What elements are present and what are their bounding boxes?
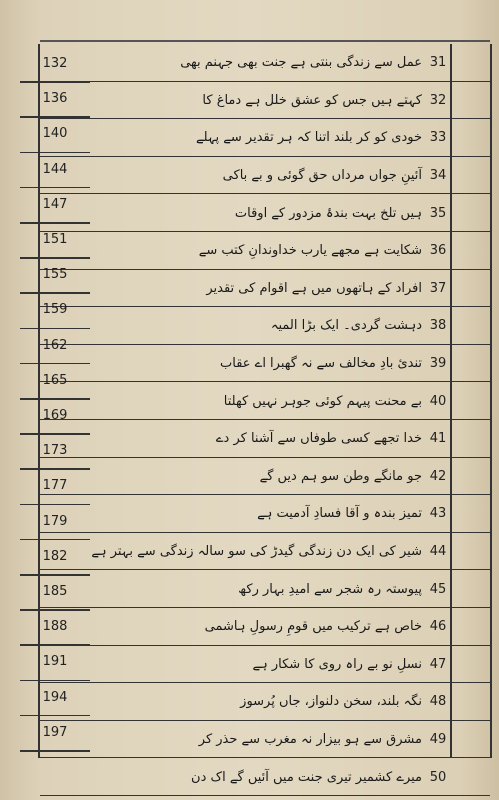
chapter-title: نگہ بلند، سخن دلنواز، جاں پُرسوز: [240, 694, 422, 710]
chapter-title: تندیٔ بادِ مخالف سے نہ گھبرا اے عقاب: [220, 356, 422, 372]
chapter-number: 46: [429, 619, 447, 635]
chapter-title: دہشت گردی۔ ایک بڑا المیہ: [270, 318, 422, 334]
toc-row: [40, 345, 490, 383]
chapter-number: 32: [429, 92, 447, 108]
toc-row: [40, 82, 490, 120]
page-number: 136: [42, 91, 68, 107]
chapter-number: 39: [429, 356, 447, 372]
table-of-contents: [38, 44, 492, 785]
chapter-title: کہتے ہیں جس کو عشق خلل ہے دماغ کا: [202, 92, 422, 108]
chapter-number: 38: [429, 318, 447, 334]
page-number: 179: [42, 513, 68, 529]
toc-row: [40, 758, 490, 796]
top-rule: [40, 40, 490, 42]
toc-row: [40, 232, 490, 270]
chapter-number: 49: [429, 732, 447, 748]
chapter-title: نسلِ نو بے راہ روی کا شکار ہے: [252, 656, 422, 672]
chapter-number: 33: [429, 130, 447, 146]
chapter-number: 44: [429, 544, 447, 560]
chapter-title: افراد کے ہاتھوں میں ہے اقوام کی تقدیر: [206, 280, 422, 296]
toc-row: [40, 44, 490, 82]
chapter-number: 42: [429, 468, 447, 484]
toc-row: [40, 721, 490, 759]
chapter-number: 37: [429, 280, 447, 296]
chapter-title: خاص ہے ترکیب میں قومِ رسولِ ہاشمی: [204, 619, 422, 635]
toc-row: [40, 646, 490, 684]
chapter-number: 47: [429, 656, 447, 672]
page-number: 185: [42, 584, 68, 600]
page-number: 159: [42, 302, 68, 318]
chapter-title: آئینِ جواں مرداں حق گوئی و بے باکی: [222, 168, 422, 184]
toc-row: [40, 420, 490, 458]
page-number: 155: [42, 267, 68, 283]
chapter-number: 45: [429, 581, 447, 597]
page-number: 132: [42, 56, 68, 72]
page-number: 162: [42, 337, 68, 353]
chapter-number: 35: [429, 205, 447, 221]
toc-row: [40, 495, 490, 533]
page-number: 173: [42, 443, 68, 459]
page-number: 144: [42, 161, 68, 177]
chapter-number: 36: [429, 243, 447, 259]
page-number: 177: [42, 478, 68, 494]
chapter-title: خدا تجھے کسی طوفاں سے آشنا کر دے: [215, 431, 422, 447]
chapter-number: 43: [429, 506, 447, 522]
chapter-title: مشرق سے ہو بیزار نہ مغرب سے حذر کر: [198, 732, 422, 748]
chapter-number: 40: [429, 393, 447, 409]
chapter-title: ہیں تلخ بہت بندۂ مزدور کے اوقات: [234, 205, 422, 221]
toc-row: [40, 608, 490, 646]
page-number: 197: [42, 724, 68, 740]
page-number: 191: [42, 654, 68, 670]
chapter-title: پیوستہ رہ شجر سے امیدِ بہار رکھ: [238, 581, 422, 597]
page-number: 147: [42, 196, 68, 212]
toc-row: [40, 119, 490, 157]
toc-row: [40, 157, 490, 195]
page-rule: [20, 750, 90, 752]
page-number: 151: [42, 232, 68, 248]
toc-row: [40, 458, 490, 496]
page-number: 188: [42, 619, 68, 635]
toc-row: [40, 382, 490, 420]
chapter-number: 50: [429, 769, 447, 785]
toc-row: [40, 570, 490, 608]
chapter-title: میرے کشمیر تیری جنت میں آئیں گے اک دن: [191, 769, 422, 785]
chapter-title: شیر کی ایک دن زندگی گیدڑ کی سو سالہ زندگی سے بہتر ہے: [91, 544, 422, 560]
toc-row: [40, 533, 490, 571]
page-number: 140: [42, 126, 68, 142]
toc-row: [40, 307, 490, 345]
chapter-number: 41: [429, 431, 447, 447]
page-number: 194: [42, 689, 68, 705]
chapter-title: عمل سے زندگی بنتی ہے جنت بھی جہنم بھی: [180, 55, 422, 71]
toc-row: [40, 270, 490, 308]
chapter-title: شکایت ہے مجھے یارب خداوندانِ کتب سے: [198, 243, 422, 259]
page-number: 169: [42, 408, 68, 424]
page-number: 182: [42, 548, 68, 564]
chapter-number: 34: [429, 168, 447, 184]
chapter-number: 48: [429, 694, 447, 710]
toc-row: [40, 683, 490, 721]
chapter-number: 31: [429, 55, 447, 71]
page-number: 165: [42, 372, 68, 388]
chapter-title: تمیز بندہ و آقا فسادِ آدمیت ہے: [257, 506, 422, 522]
chapter-title: بے محنت پیہم کوئی جوہر نہیں کھلتا: [223, 393, 422, 409]
chapter-title: جو مانگے وطن سو ہم دیں گے: [259, 468, 422, 484]
toc-row: [40, 194, 490, 232]
chapter-title: خودی کو کر بلند اتنا کہ ہر تقدیر سے پہلے: [195, 130, 422, 146]
